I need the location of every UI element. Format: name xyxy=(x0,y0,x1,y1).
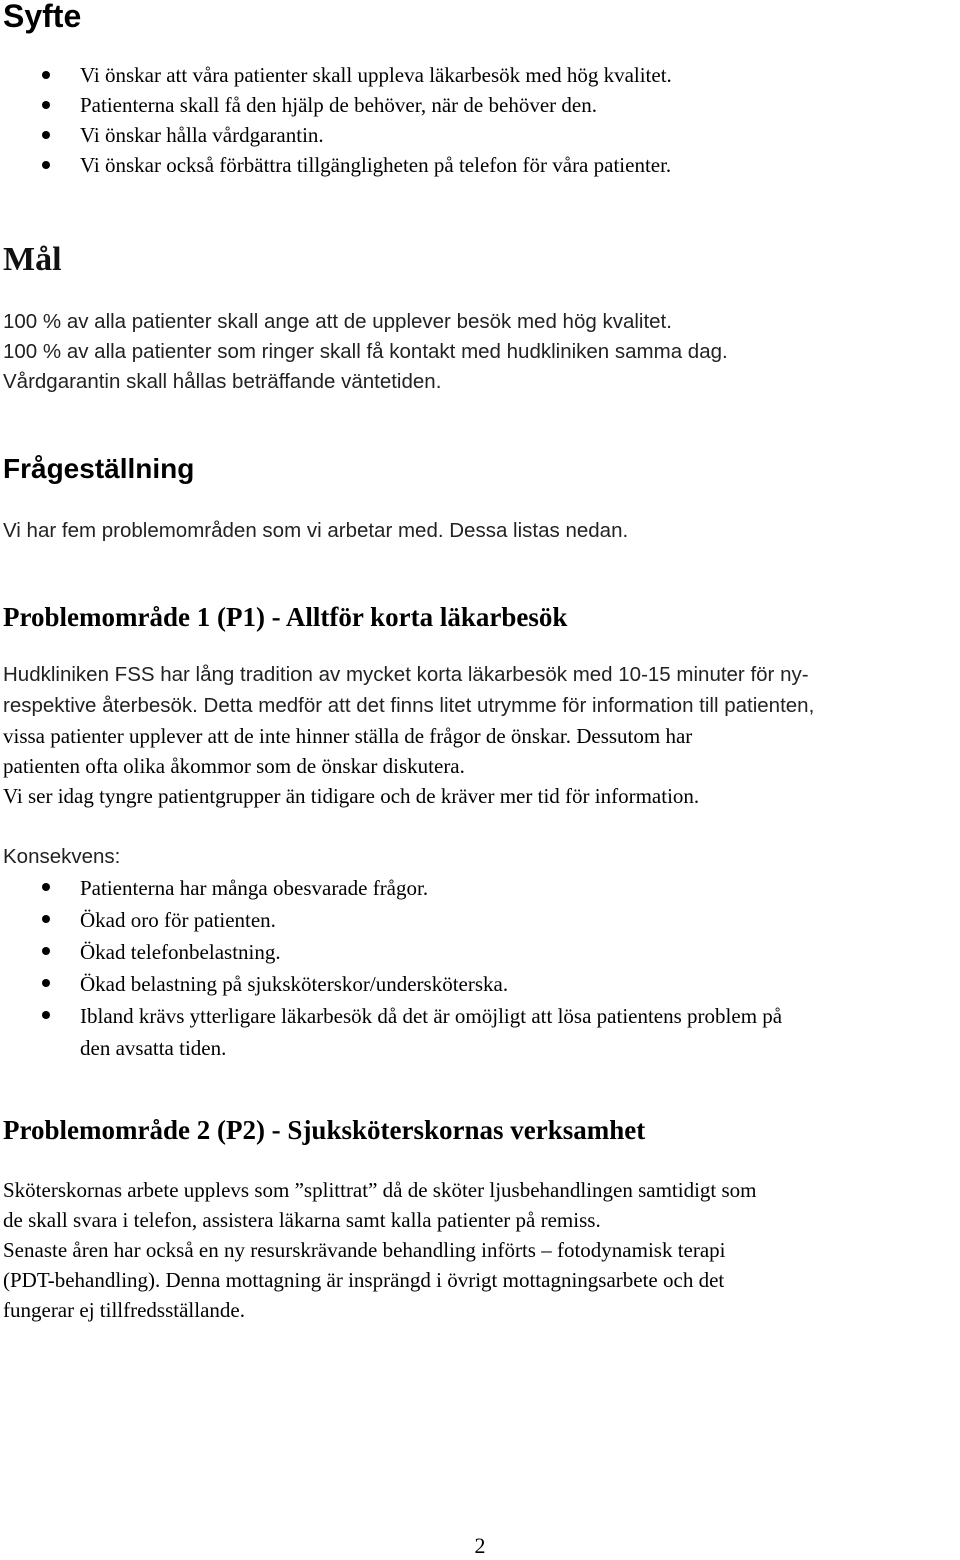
list-item-text: Vi önskar att våra patienter skall uppleva läkarbesök med hög kvalitet. xyxy=(80,63,672,87)
list-item xyxy=(0,968,782,1000)
bullet-icon xyxy=(42,101,50,109)
text-line: fungerar ej tillfredsställande. xyxy=(3,1298,245,1322)
heading-problem-1: Problemområde 1 (P1) - Alltför korta läkarbesök xyxy=(3,602,568,632)
text-line: Senaste åren har också en ny resurskrävande behandling införts – fotodynamisk terapi xyxy=(3,1238,726,1262)
list-item xyxy=(0,90,672,120)
list-item-text: Vi önskar också förbättra tillgängligheten på telefon för våra patienter. xyxy=(80,153,672,177)
list-item-text: Vi önskar hålla vårdgarantin. xyxy=(80,123,324,147)
list-item xyxy=(0,150,672,180)
list-item-text: Ökad oro för patienten. xyxy=(80,908,276,932)
heading-mal: Mål xyxy=(3,241,62,278)
list-item xyxy=(0,904,782,936)
list-item xyxy=(0,60,672,90)
mal-text xyxy=(3,307,728,397)
list-item xyxy=(0,1000,782,1064)
text-line: Vi ser idag tyngre patientgrupper än tidigare och de kräver mer tid för information. xyxy=(3,784,700,808)
list-item xyxy=(0,120,672,150)
text-line: Vårdgarantin skall hållas beträffande väntetiden. xyxy=(3,370,442,393)
bullet-icon xyxy=(42,71,50,79)
list-item xyxy=(0,936,782,968)
list-item-text: Patienterna skall få den hjälp de behöver, när de behöver den. xyxy=(80,93,597,117)
text-line: Vi har fem problemområden som vi arbetar med. Dessa listas nedan. xyxy=(3,519,629,542)
bullet-icon xyxy=(42,1011,50,1019)
bullet-icon xyxy=(42,979,50,987)
list-item-text: Ökad belastning på sjuksköterskor/undersköterska. xyxy=(80,972,509,996)
problem-2-text xyxy=(3,1175,757,1325)
text-line: Sköterskornas arbete upplevs som ”splittrat” då de sköter ljusbehandlingen samtidigt som xyxy=(3,1178,757,1202)
bullet-icon xyxy=(42,161,50,169)
consequence-list xyxy=(0,872,782,1064)
bullet-icon xyxy=(42,883,50,891)
bullet-icon xyxy=(42,915,50,923)
text-line: de skall svara i telefon, assistera läkarna samt kalla patienter på remiss. xyxy=(3,1208,601,1232)
page-number: 2 xyxy=(474,1533,486,1558)
text-line: 100 % av alla patienter som ringer skall få kontakt med hudkliniken samma dag. xyxy=(3,340,728,363)
bullet-icon xyxy=(42,131,50,139)
bullet-icon xyxy=(42,947,50,955)
text-line: patienten ofta olika åkommor som de önskar diskutera. xyxy=(3,754,465,778)
fragestallning-text xyxy=(3,516,628,546)
text-line: (PDT-behandling). Denna mottagning är insprängd i övrigt mottagningsarbete och det xyxy=(3,1268,725,1292)
text-line: respektive återbesök. Detta medför att det finns litet utrymme för information till patienten, xyxy=(3,694,815,717)
list-item-text: Ibland krävs ytterligare läkarbesök då det är omöjligt att lösa patientens problem på xyxy=(80,1004,783,1028)
consequence-label: Konsekvens: xyxy=(3,845,121,868)
text-line: Hudkliniken FSS har lång tradition av mycket korta läkarbesök med 10-15 minuter för ny- xyxy=(3,663,809,686)
syfte-bullet-list xyxy=(0,60,672,180)
problem-1-text xyxy=(3,660,814,811)
list-item xyxy=(0,872,782,904)
text-line: vissa patienter upplever att de inte hinner ställa de frågor de önskar. Dessutom har xyxy=(3,724,693,748)
list-item-text: Ökad telefonbelastning. xyxy=(80,940,281,964)
heading-problem-2: Problemområde 2 (P2) - Sjuksköterskornas verksamhet xyxy=(3,1115,646,1145)
consequence-label-wrap xyxy=(3,842,120,872)
list-item-text: Patienterna har många obesvarade frågor. xyxy=(80,876,429,900)
list-item-text-continued: den avsatta tiden. xyxy=(80,1036,227,1060)
text-line: 100 % av alla patienter skall ange att de upplever besök med hög kvalitet. xyxy=(3,310,672,333)
heading-syfte: Syfte xyxy=(3,0,82,34)
heading-fragestallning: Frågeställning xyxy=(3,453,195,484)
